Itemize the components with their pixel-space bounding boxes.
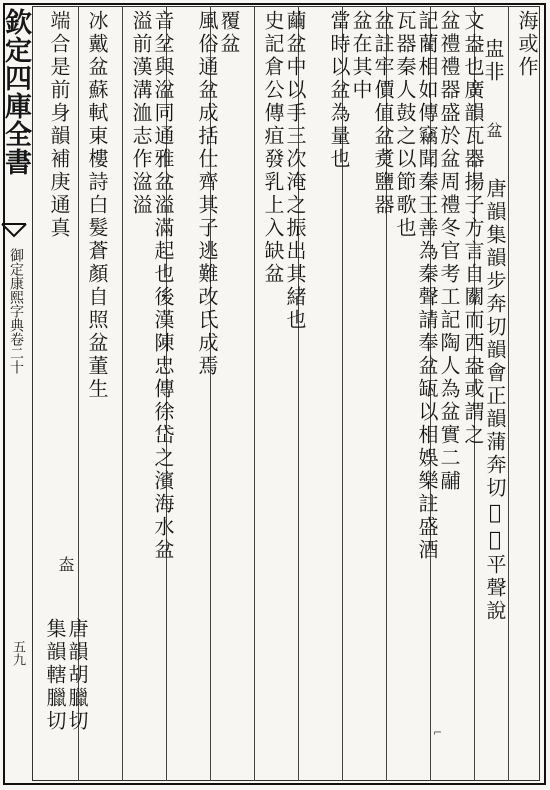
text-line: 風俗通盆成括仕齊其子逃難改氏成焉 <box>195 10 219 378</box>
text-column <box>320 8 364 778</box>
text-line: 盅非 <box>481 38 505 84</box>
text-column <box>254 8 298 778</box>
text-line: 唐韻集韻步奔切韻會正韻蒲奔切𡘜𡧍平聲說 <box>483 178 507 623</box>
text-line: 盆禮禮器盛於盆周禮冬官考工記陶人為盆實二鬴 <box>437 10 461 493</box>
text-line: 集韻轄臘切 <box>43 618 67 733</box>
text-column <box>188 8 232 778</box>
text-line: 盆註牢價值盆煑鹽器 <box>371 10 395 217</box>
text-line: 覆盆 <box>217 10 241 56</box>
text-line: 瓦器秦人鼓之以節歌也 <box>393 10 417 240</box>
text-line: 繭盆中以手三次淹之振出其緒也 <box>283 10 307 332</box>
text-line: 冰戴盆蘇軾東樓詩白髮蒼顏自照盆董生 <box>85 10 109 401</box>
page-mark: ⌐ <box>433 726 443 739</box>
text-column <box>122 8 166 778</box>
headword: 盆 <box>484 122 503 138</box>
book-title: 欽定四庫全書 <box>0 8 31 176</box>
text-line: 史記倉公傳疽發乳上入缺盆 <box>261 10 285 286</box>
text-line: 文盎也廣韻瓦器揚子方言自關而西盎或謂之 <box>461 10 485 447</box>
text-line: 唐韻胡臘切 <box>65 618 89 733</box>
text-line: 音坌與湓同通雅盆溢滿起也後漢陳忠傳徐岱之濱海水盆 <box>151 10 175 562</box>
folio-number: 五九 <box>10 640 25 666</box>
text-line: 當時以盆為量也 <box>327 10 351 171</box>
text-column <box>36 8 80 778</box>
volume-info: 御定康熙字典卷二十 <box>8 248 24 374</box>
text-line: 盆在其中 <box>349 10 373 102</box>
text-line: 海或作 <box>515 10 539 79</box>
text-line: 溢前漢溝洫志作湓溢 <box>129 10 153 217</box>
fish-tail-mark <box>0 222 28 240</box>
text-line: 端合是前身韻補庚通真 <box>47 10 71 240</box>
headword: 盇 <box>56 556 75 572</box>
text-line: 記藺相如傳竊聞秦王善為秦聲請奉盆缻以相娛樂註盛酒 <box>415 10 439 562</box>
